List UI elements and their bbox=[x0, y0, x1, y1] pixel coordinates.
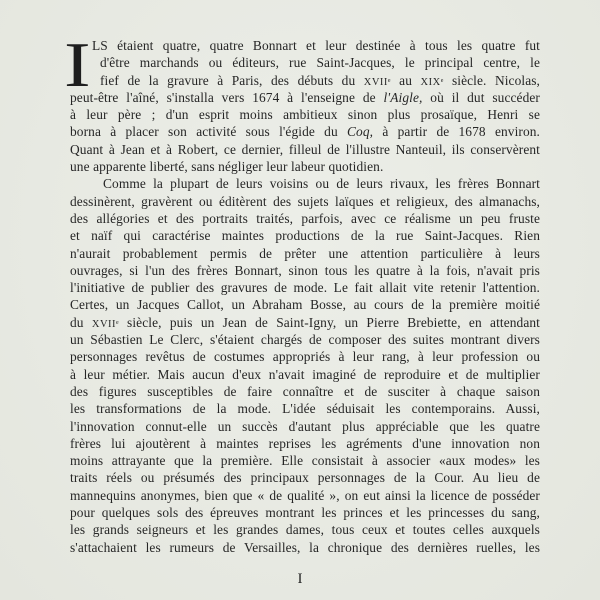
text-segment: moins attrayante que la première. Elle consistait à associer «aux modes» les bbox=[70, 453, 540, 469]
text-segment: borna à placer son activité sous l'égide du bbox=[70, 124, 347, 140]
text-segment: fief de la gravure à Paris, des débuts du bbox=[100, 72, 364, 88]
text-line bbox=[70, 296, 540, 313]
text-segment: un Sébastien Le Clerc, s'étaient chargés de composer des suites montrant divers bbox=[70, 332, 540, 348]
text-line bbox=[70, 210, 540, 227]
text-segment: frères lui ajoutèrent à maintes reprises les agréments d'une innovation non bbox=[70, 435, 540, 451]
text-segment: Comme la plupart de leurs voisins ou de leurs rivaux, les frères Bonnart bbox=[103, 176, 540, 192]
text-line bbox=[70, 521, 540, 538]
text-segment: personnages revêtus de costumes appropriés à leur rang, à leur profession ou bbox=[70, 349, 540, 365]
body-text bbox=[70, 37, 540, 556]
text-segment: Quant à Jean et à Robert, ce dernier, filleul de l'illustre Nanteuil, ils conservèrent bbox=[70, 141, 540, 157]
text-segment: dessinèrent, gravèrent ou éditèrent des sujets laïques et religieux, des almanachs, bbox=[70, 193, 540, 209]
text-line bbox=[70, 245, 540, 262]
small-caps-text: e bbox=[440, 77, 444, 84]
text-segment: du bbox=[70, 314, 92, 330]
text-segment: pour quelques sols des épreuves montrant les princes et les princesses du sang, bbox=[70, 505, 540, 521]
text-line bbox=[70, 366, 540, 383]
text-line bbox=[70, 141, 540, 158]
text-segment: à partir de 1678 environ. bbox=[373, 124, 540, 140]
text-line bbox=[92, 37, 540, 54]
text-line bbox=[70, 487, 540, 504]
text-line bbox=[70, 175, 540, 192]
text-segment: et naïf qui caractérise maintes productions de la rue Saint-Jacques. Rien bbox=[70, 228, 540, 244]
text-segment: à leur métier. Mais aucun d'eux n'avait imaginé de reproduire et de multiplier bbox=[70, 366, 540, 382]
text-line bbox=[70, 158, 540, 175]
text-line bbox=[70, 331, 540, 348]
italic-text: Coq, bbox=[347, 124, 374, 140]
text-line bbox=[70, 469, 540, 486]
text-line bbox=[100, 54, 540, 71]
text-segment: s'attachaient les rumeurs de Versailles, la chronique des dernières ruelles, les bbox=[70, 539, 540, 555]
text-segment: les grands seigneurs et les grandes dames, tous ceux et toutes celles auxquels bbox=[70, 522, 540, 538]
small-caps-text: e bbox=[387, 77, 391, 84]
text-line bbox=[70, 314, 540, 331]
text-line bbox=[70, 262, 540, 279]
text-line bbox=[70, 418, 540, 435]
small-caps-text: XIX bbox=[420, 76, 441, 88]
text-line bbox=[70, 123, 540, 140]
text-segment: traits réels ou présumés des principaux personnages de la Cour. Au lieu de bbox=[70, 470, 540, 486]
text-line bbox=[70, 383, 540, 400]
text-segment: à leur père ; d'un esprit moins ambitieux sinon plus prosaïque, Henri se bbox=[70, 107, 540, 123]
text-segment: au bbox=[390, 72, 421, 88]
text-segment: Certes, un Jacques Callot, un Abraham Bosse, au cours de la première moitié bbox=[70, 297, 540, 313]
text-segment: siècle, puis un Jean de Saint-Igny, un Pierre Brebiette, en attendant bbox=[118, 314, 541, 330]
text-segment: siècle. Nicolas, bbox=[443, 72, 541, 88]
text-line bbox=[70, 106, 540, 123]
text-line bbox=[70, 435, 540, 452]
page-number: I bbox=[297, 571, 303, 587]
text-segment: des allégories et des portraits traités, parfois, avec ce réalisme un peu fruste bbox=[70, 210, 540, 226]
drop-cap: I bbox=[64, 40, 91, 92]
text-segment: ouvrages, si l'un des frères Bonnart, sinon tous les quatre à la fois, n'avait pris bbox=[70, 262, 540, 278]
text-line bbox=[70, 539, 540, 556]
text-segment: où il dut succéder bbox=[422, 89, 540, 105]
text-line bbox=[70, 400, 540, 417]
text-segment: peut-être l'aîné, s'installa vers 1674 à l'enseigne de bbox=[70, 89, 384, 105]
text-line bbox=[70, 193, 540, 210]
text-segment: l'initiative de publier des gravures de mode. Le fait allait vite retenir l'attention. bbox=[70, 280, 540, 296]
small-caps-text: e bbox=[116, 319, 119, 326]
text-line bbox=[70, 279, 540, 296]
text-line bbox=[70, 89, 540, 106]
text-line bbox=[70, 348, 540, 365]
text-segment: les transformations de la mode. L'idée séduisait les contemporains. Aussi, bbox=[70, 401, 540, 417]
text-segment: une apparente liberté, sans négliger leur labeur quotidien. bbox=[70, 159, 384, 175]
text-line bbox=[100, 72, 540, 89]
text-segment: n'aurait probablement permis de prêter une attention particulière à leurs bbox=[70, 245, 540, 261]
text-segment: l'innovation connut-elle un succès d'autant plus appréciable que les quatre bbox=[70, 418, 540, 434]
text-segment: LS étaient quatre, quatre Bonnart et leur destinée à tous les quatre fut bbox=[92, 38, 540, 53]
text-line bbox=[70, 452, 540, 469]
small-caps-text: XVII bbox=[91, 318, 117, 330]
text-segment: des figures susceptibles de faire connaître et de susciter à chaque saison bbox=[70, 383, 540, 399]
text-line bbox=[70, 504, 540, 521]
small-caps-text: XVII bbox=[363, 76, 388, 88]
text-segment: d'être marchands ou éditeurs, rue Saint-Jacques, le principal centre, le bbox=[100, 55, 540, 71]
italic-text: l'Aigle, bbox=[383, 89, 423, 105]
text-line bbox=[70, 227, 540, 244]
text-segment: mannequins anonymes, bien que « de qualité », on eut ainsi la licence de posséder bbox=[70, 487, 540, 503]
